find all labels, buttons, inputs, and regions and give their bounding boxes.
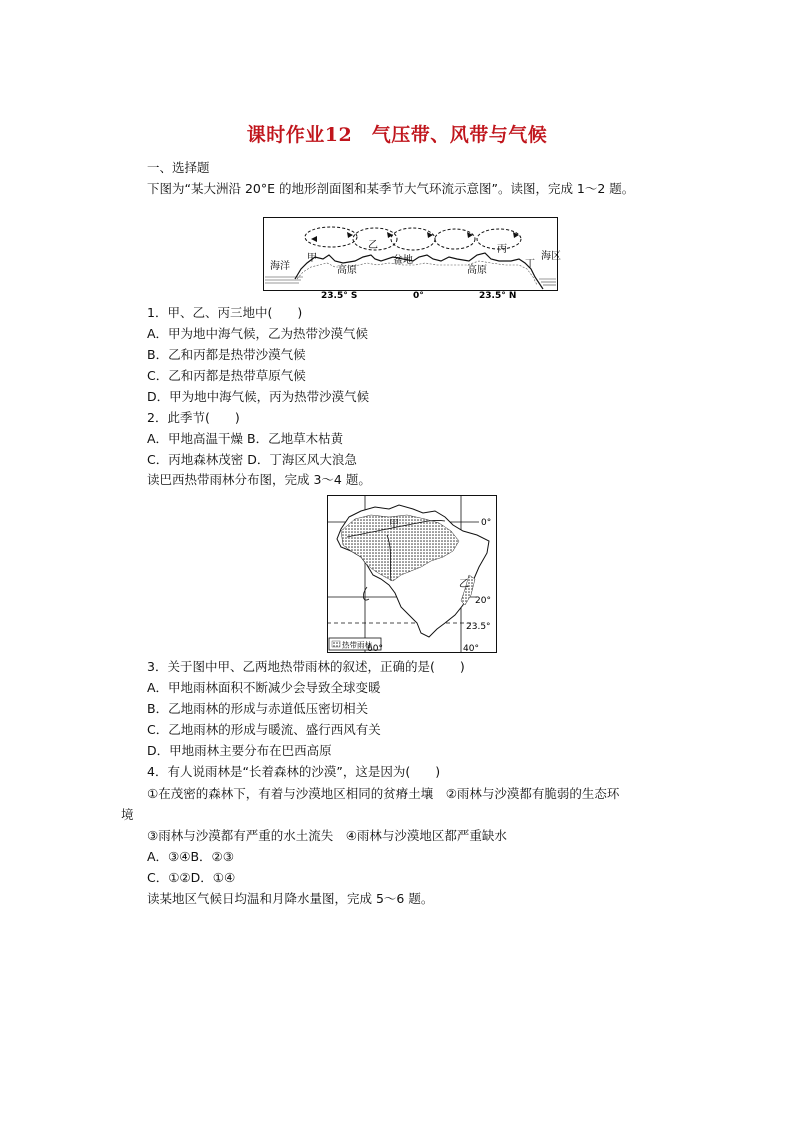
label-plateau-left: 高原 (337, 265, 357, 276)
label-basin: 盆地 (393, 255, 413, 266)
question-3: 3．关于图中甲、乙两地热带雨林的叙述，正确的是( ) (147, 659, 465, 674)
q3-option-c: C．乙地雨林的形成与暖流、盛行西风有关 (147, 722, 381, 737)
section-heading: 一、选择题 (147, 160, 210, 175)
q4-statements-1-wrap: 境 (121, 807, 134, 822)
map-label-lon60: 60° (367, 644, 383, 654)
brazil-rainforest-map (327, 495, 497, 653)
intro-text-q1-2: 下图为“某大洲沿 20°E 的地形剖面图和某季节大气环流示意图”。读图，完成 1～2 题。 (147, 181, 635, 196)
intro-text-q3-4: 读巴西热带雨林分布图，完成 3～4 题。 (147, 472, 371, 487)
map-label-lat20: 20° (475, 596, 491, 606)
label-lat-0: 0° (413, 291, 424, 301)
q2-options-cd: C．丙地森林茂密 D．丁海区风大浪急 (147, 452, 357, 467)
label-lat-s: 23.5° S (321, 291, 358, 301)
label-jia: 甲 (307, 253, 317, 264)
legend-label: 热带雨林 (342, 640, 372, 650)
map-label-lat0: 0° (481, 518, 492, 528)
q3-option-a: A．甲地雨林面积不断减少会导致全球变暖 (147, 680, 381, 695)
q4-options-ab: A．③④B．②③ (147, 849, 234, 864)
question-2: 2．此季节( ) (147, 410, 240, 425)
q1-option-c: C．乙和丙都是热带草原气候 (147, 368, 306, 383)
label-ocean: 海洋 (270, 261, 290, 272)
q3-option-b: B．乙地雨林的形成与赤道低压密切相关 (147, 701, 369, 716)
q4-statements-2: ③雨林与沙漠都有严重的水土流失 ④雨林与沙漠地区都严重缺水 (147, 828, 507, 843)
label-yi: 乙 (368, 240, 378, 251)
q1-option-b: B．乙和丙都是热带沙漠气候 (147, 347, 306, 362)
label-ding: 丁 (525, 259, 535, 270)
legend-swatch (332, 641, 340, 647)
question-1: 1．甲、乙、丙三地中( ) (147, 305, 303, 320)
q1-option-d: D．甲为地中海气候，丙为热带沙漠气候 (147, 389, 370, 404)
q4-options-cd: C．①②D．①④ (147, 870, 236, 885)
question-4: 4．有人说雨林是“长着森林的沙漠”，这是因为( ) (147, 764, 441, 779)
map-label-jia: 甲 (389, 519, 399, 530)
q3-option-d: D．甲地雨林主要分布在巴西高原 (147, 743, 332, 758)
label-plateau-right: 高原 (467, 265, 487, 276)
q4-statements-1: ①在茂密的森林下，有着与沙漠地区相同的贫瘠土壤 ②雨林与沙漠都有脆弱的生态环 (147, 786, 620, 801)
q2-options-ab: A．甲地高温干燥 B．乙地草木枯黄 (147, 431, 344, 446)
map-label-lat235: 23.5° (466, 622, 491, 632)
label-sea-area: 海区 (541, 251, 561, 262)
intro-text-q5-6: 读某地区气候日均温和月降水量图，完成 5～6 题。 (147, 891, 434, 906)
q1-option-a: A．甲为地中海气候，乙为热带沙漠气候 (147, 326, 369, 341)
map-label-yi: 乙 (459, 579, 469, 590)
terrain-circulation-figure (263, 217, 561, 301)
page-title: 课时作业12 气压带、风带与气候 (246, 124, 548, 146)
label-lat-n: 23.5° N (479, 291, 517, 301)
label-bing: 丙 (497, 244, 507, 255)
map-label-lon40: 40° (463, 644, 479, 654)
